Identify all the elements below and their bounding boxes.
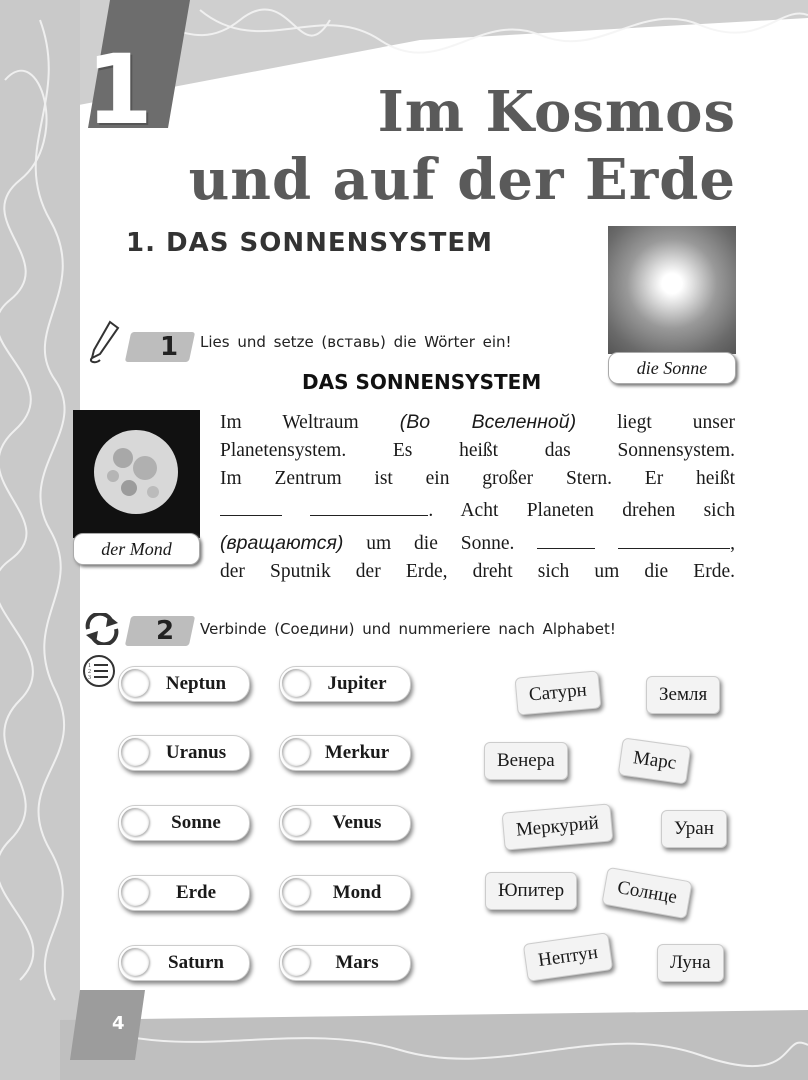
- pill-label: Neptun: [165, 673, 227, 694]
- pill-label: Erde: [175, 882, 217, 903]
- pill-label: Mond: [332, 882, 382, 903]
- svg-text:3: 3: [88, 675, 91, 681]
- pill-neptun[interactable]: [118, 666, 250, 702]
- page-number: 4: [112, 1013, 125, 1034]
- text-line1c: liegt unser: [576, 412, 735, 433]
- pencil-icon: [86, 320, 122, 364]
- card-mercury-ru[interactable]: Меркурий: [502, 803, 614, 850]
- pill-label: Jupiter: [327, 673, 387, 694]
- card-earth-ru[interactable]: Земля: [646, 676, 720, 714]
- card-uranus-ru[interactable]: Уран: [661, 810, 727, 848]
- pill-dot[interactable]: [282, 808, 310, 836]
- exercise1-instruction: Lies und setze (вставь) die Wörter ein!: [200, 333, 512, 351]
- blank-2[interactable]: [310, 514, 428, 516]
- text-line5a: (вращаются): [220, 532, 344, 554]
- task-number-1: 1: [160, 332, 179, 362]
- pill-label: Saturn: [168, 952, 224, 973]
- text-line5c: ,: [730, 533, 735, 554]
- pill-mars[interactable]: [279, 945, 411, 981]
- pill-jupiter[interactable]: [279, 666, 411, 702]
- sun-image: [608, 226, 736, 354]
- pill-dot[interactable]: [121, 878, 149, 906]
- blank-1[interactable]: [220, 514, 282, 516]
- text-heading: DAS SONNENSYSTEM: [302, 370, 542, 394]
- moon-caption: der Mond: [73, 533, 200, 565]
- pill-dot[interactable]: [121, 808, 149, 836]
- task-number-2: 2: [156, 616, 175, 646]
- card-mars-ru[interactable]: Марс: [618, 737, 692, 784]
- numbered-list-icon: [82, 654, 116, 688]
- blank-4[interactable]: [618, 547, 730, 549]
- text-line6: der Sputnik der Erde, dreht sich um die Erde.: [220, 561, 735, 582]
- text-line4: . Acht Planeten drehen sich: [428, 500, 735, 521]
- pill-dot[interactable]: [282, 878, 310, 906]
- section-title: 1. DAS SONNENSYSTEM: [126, 228, 494, 258]
- card-moon-ru[interactable]: Луна: [657, 944, 724, 982]
- pill-uranus[interactable]: [118, 735, 250, 771]
- pill-merkur[interactable]: [279, 735, 411, 771]
- reading-text: [220, 408, 735, 586]
- text-line5b: um die Sonne.: [343, 533, 515, 554]
- card-neptune-ru[interactable]: Нептун: [523, 932, 613, 982]
- pill-label: Uranus: [165, 742, 227, 763]
- pill-venus[interactable]: [279, 805, 411, 841]
- card-jupiter-ru[interactable]: Юпитер: [485, 872, 577, 910]
- exercise2-instruction: Verbinde (Соедини) und nummeriere nach Alphabet!: [200, 620, 616, 638]
- svg-text:1: 1: [88, 663, 91, 669]
- chapter-title-line1: Im Kosmos: [377, 79, 736, 145]
- pill-saturn[interactable]: [118, 945, 250, 981]
- pill-sonne[interactable]: [118, 805, 250, 841]
- pill-label: Sonne: [171, 812, 221, 833]
- pill-mond[interactable]: [279, 875, 411, 911]
- text-line2: Planetensystem. Es heißt das Sonnensystem.: [220, 440, 735, 461]
- pill-label: Venus: [332, 812, 382, 833]
- card-saturn-ru[interactable]: Сатурн: [515, 670, 602, 715]
- text-line1a: Im Weltraum: [220, 412, 400, 433]
- chapter-title-line2: und auf der Erde: [188, 147, 736, 213]
- moon-image: [73, 410, 200, 538]
- text-line3: Im Zentrum ist ein großer Stern. Er heißt: [220, 468, 735, 489]
- card-sun-ru[interactable]: Солнце: [601, 867, 692, 919]
- pill-dot[interactable]: [282, 948, 310, 976]
- chapter-number: 1: [86, 34, 153, 146]
- pill-dot[interactable]: [121, 669, 149, 697]
- pill-label: Merkur: [324, 742, 390, 763]
- pill-dot[interactable]: [121, 948, 149, 976]
- pill-dot[interactable]: [121, 738, 149, 766]
- pill-dot[interactable]: [282, 738, 310, 766]
- card-venus-ru[interactable]: Венера: [484, 742, 568, 780]
- pill-erde[interactable]: [118, 875, 250, 911]
- sun-caption: die Sonne: [608, 352, 736, 384]
- svg-text:2: 2: [88, 669, 91, 675]
- pill-dot[interactable]: [282, 669, 310, 697]
- repeat-icon: [84, 613, 120, 645]
- blank-3[interactable]: [537, 547, 595, 549]
- text-line1b: (Во Вселенной): [399, 411, 577, 433]
- pill-label: Mars: [335, 952, 379, 973]
